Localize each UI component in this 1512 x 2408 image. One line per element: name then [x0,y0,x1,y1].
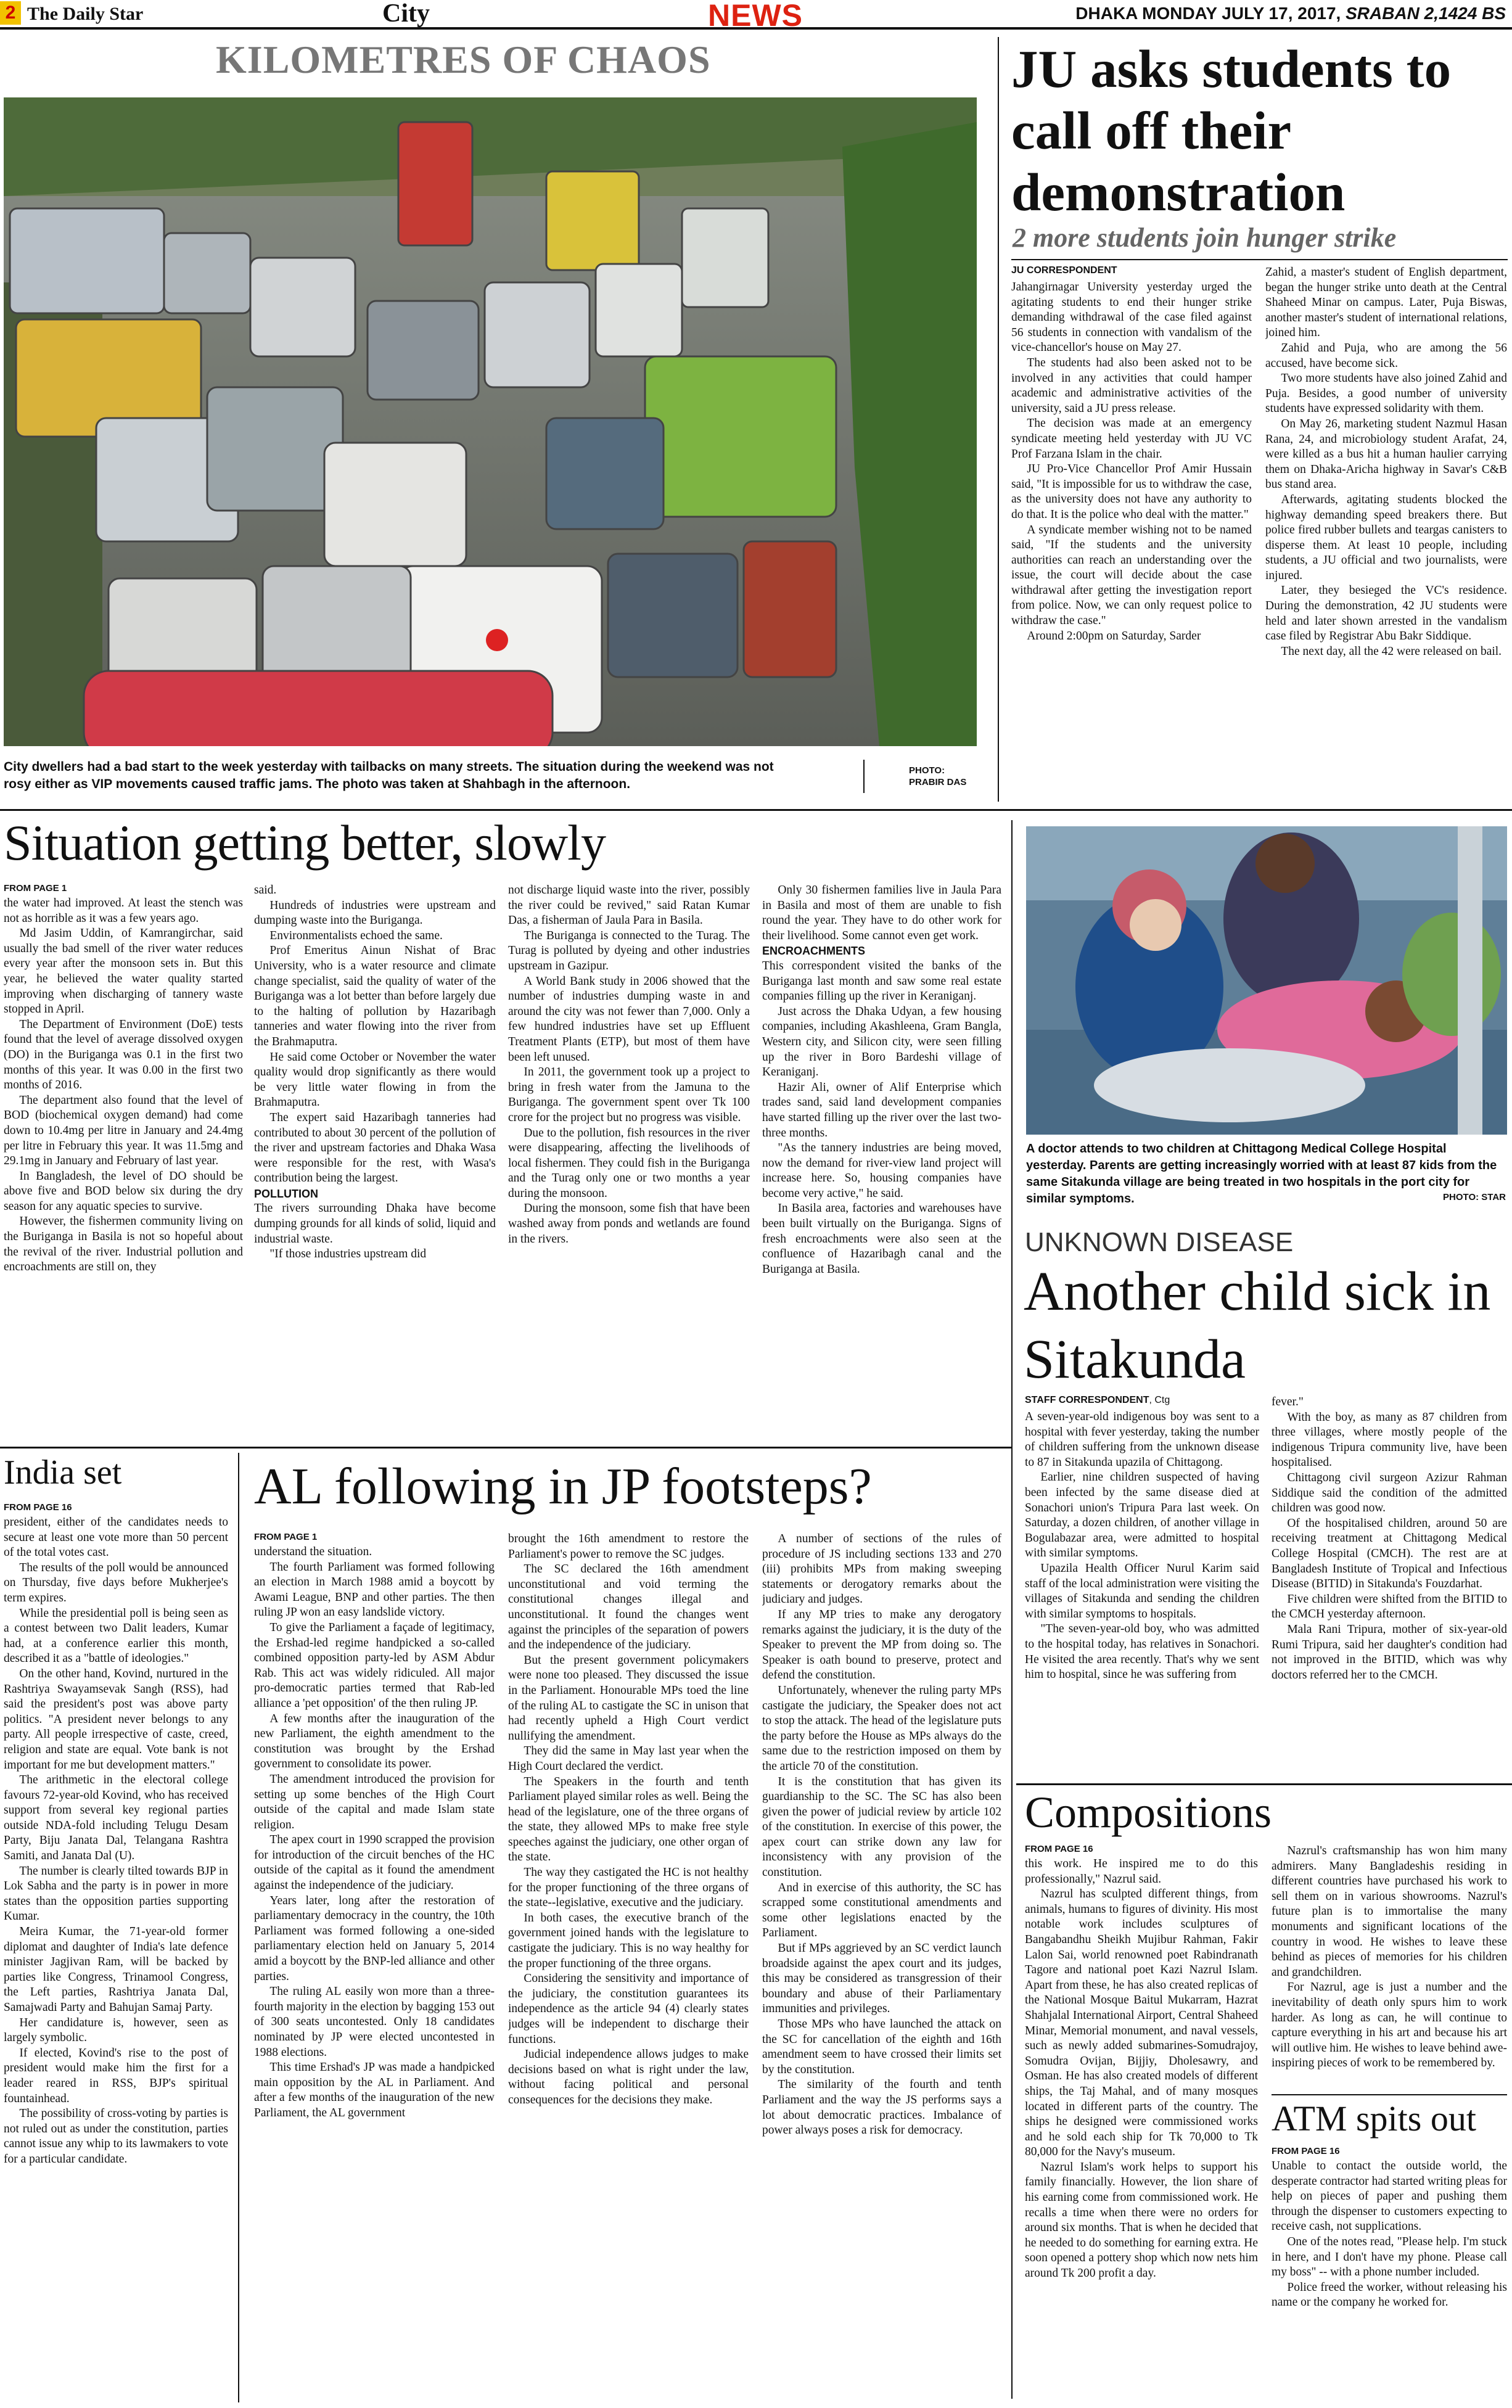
sitakunda-paragraph: With the boy, as many as 87 children from three villages, where mostly people of the indigenous Tripura community live, have been hospitalised. [1272,1410,1507,1469]
india-paragraph: The possibility of cross-voting by parties is not ruled out as under the constitution, parties cannot issue any whip to its lawmakers to vote for a particular candidate. [4,2107,228,2166]
sitakunda-byline [1025,1395,1259,1406]
atm-headline: ATM spits out [1272,2098,1476,2139]
compositions-paragraph: Nazrul has sculpted different things, from animals, humans to figures of divinity. His most notable work includes sculptures of Bangabandhu Sheikh Mujibur Rahman, Fakir Lalon Sai, world renowned poet Rabindranath Tagore and national poet Kazi Nazrul Islam. Apart from these, he has also created replicas of the National Mosque Baitul Mukarram, Hazrat Shahjalal International Airport, Central Shaheed Minar, Memorial monument, and naval vessels, such as newly added submarines-Somudrajoy, Somudra Ovijan, Bijjiy, Dholesawry, and Osman. He has also created models of different ships, the Taj Mahal, and of many mosques located in different parts of the country. The ships he designed were commissioned works and he sold each ship for Tk 70,000 to Tk 80,000 for the Navy's museum. [1025,1888,1258,2159]
ju-subhead-rule [1011,259,1508,260]
page-number: 2 [0,1,21,25]
situation-paragraph: "As the tannery industries are being moved, now the demand for river-view land project will increase here. So, housing companies have become very active," he said. [762,1141,1001,1200]
ju-paragraph: Jahangirnagar University yesterday urged the agitating students to end their hunger strike demanding withdrawal of the case filed against 56 students in connection with vandalism of the vice-chancellor's house on May 27. [1011,281,1252,355]
hospital-photo [1026,826,1507,1135]
compositions-paragraph: Nazrul Islam's work helps to support his family financially. However, the lion share of his earning come from commissioned work. He recalls a time when there were no orders for around six months. That is when he decided that he needed to do something for earning extra. He soon opened a pottery shop which now nets him around Tk 200 profit a day. [1025,2160,1258,2280]
al-paragraph: Those MPs who have launched the attack on the SC for cancellation of the eighth and 16th amendment seem to have crossed their limits set by the constitution. [762,2018,1001,2076]
ju-paragraph: The students had also been asked not to be involved in any activities that could hamper academic and administrative activities of the university, said a JU press release. [1011,356,1252,415]
situation-column-4 [762,883,1001,1441]
sitakunda-kicker: UNKNOWN DISEASE [1025,1227,1294,1257]
situation-paragraph: "If those industries upstream did [269,1247,427,1261]
situation-paragraph: Md Jasim Uddin, of Kamrangirchar, said usually the bad smell of the river water reduces every year after the monsoon sets in. But this year, he believed the water quality started improving when discharging of tannery waste stopped in April. [4,927,243,1016]
al-paragraph: In both cases, the executive branch of the government joined hands with the legislature to castigate the judiciary. This is no way healthy for the proper functioning of the three organs. [508,1911,749,1970]
al-paragraph: If any MP tries to make any derogatory remarks against the judiciary, it is the duty of the Speaker to prevent the MP from doing so. The Speaker is oath bound to preserve, protect and defend the constitution. [762,1608,1001,1682]
news-tag: NEWS [708,0,803,33]
sitakunda-byline-place: , Ctg [1149,1395,1170,1405]
india-paragraph: The number is clearly tilted towards BJP in Lok Sabha and the party is in power in more states than the opposition parties supporting Kumar. [4,1864,228,1923]
al-paragraph: Years later, long after the restoration of parliamentary democracy in the country, the 10th Parliament was formed following a one-sided parliamentary election held on January 5, 2014 amid a boycott by the BNP-led alliance and other parties. [254,1894,495,1983]
al-paragraph: The Speakers in the fourth and tenth Parliament played similar roles as well. Being the head of the legislature, one of the three organs of the state, they allowed MPs to make free style speeches against the judiciary, one other organ of the state. [508,1775,749,1864]
dateline-bangla: SRABAN 2,1424 BS [1346,4,1506,23]
photo-credit [909,765,983,788]
al-paragraph: The way they castigated the HC is not healthy for the proper functioning of the three organs of the state--legislative, executive and the judiciary. [508,1866,749,1910]
al-paragraph: Unfortunately, whenever the ruling party MPs castigate the judiciary, the Speaker does not act to stop the attack. The head of the legislature puts the party before the House as MPs always do the same due to the restriction imposed on them by the article 70 of the constitution. [762,1683,1001,1773]
sitakunda-paragraph: A seven-year-old indigenous boy was sent to a hospital with fever yesterday, taking the number of children suffering from the unknown disease to 87 in Sitakunda upazila of Chittagong. [1025,1410,1259,1469]
al-paragraph: A number of sections of the rules of procedure of JS including sections 133 and 270 (iii) prohibits MPs from making sweeping statements or derogatory remarks about the judiciary and judges. [762,1532,1001,1606]
dateline [1075,4,1506,23]
atm-paragraph: One of the notes read, "Please help. I'm stuck in here, and I don't have my phone. Please call my boss" -- with a phone number included. [1272,2235,1507,2279]
india-headline: India set [4,1453,122,1492]
al-paragraph: brought the 16th amendment to restore the Parliament's power to remove the SC judges. [508,1532,749,1561]
from-page: FROM PAGE 16 [1272,2146,1340,2156]
compositions-headline: Compositions [1025,1788,1272,1837]
ju-paragraph: Zahid, a master's student of English department, began the hunger strike unto death at the Central Shaheed Minar on campus. Later, Puja Biswas, another master's student of international relations, joined him. [1265,266,1507,340]
sitakunda-headline: Another child sick in Sitakunda [1024,1261,1491,1390]
ju-paragraph: On May 26, marketing student Nazmul Hasan Rana, 24, and microbiology student Arafat, 24, were killed as a bus hit a human haulier carrying them on Dhaka-Aricha highway in Savar's C&B bus stand area. [1265,417,1507,491]
al-paragraph: A few months after the inauguration of the new Parliament, the eighth amendment to the constitution was brought by the Ershad government to consolidate its power. [254,1712,495,1771]
al-paragraph: But the present government policymakers were none too pleased. They discussed the issue in the Parliament. Honourable MPs toed the line of the ruling AL to castigate the SC in unison that had recently upheld a High Court verdict nullifying the amendment. [508,1653,749,1743]
ju-column-1 [1011,265,1252,802]
india-paragraph: If elected, Kovind's rise to the post of president would make him the first for a leader reared in RSS, BJP's spiritual fountainhead. [4,2046,228,2105]
situation-paragraph: In Basila area, factories and warehouses have been built virtually on the Buriganga. Signs of fresh encroachments were also seen at the confluence of Hazaribagh canal and the Buriganga at Basila. [762,1202,1001,1276]
situation-column-3 [508,883,750,1441]
al-paragraph: The similarity of the fourth and tenth Parliament and the way the JS performs says a lot about democratic practices. Imbalance of power always poses a risk for democracy. [762,2078,1001,2137]
section-rule [1016,1783,1512,1785]
compositions-column-2 [1272,1844,1507,2090]
situation-subhead: POLLUTION [254,1187,318,1200]
situation-paragraph: Hazir Ali, owner of Alif Enterprise which trades sand, said land development companies have started filling up the river over the last two-three months. [762,1080,1001,1140]
al-paragraph: The amendment introduced the provision for setting up some benches of the High Court outside of the capital and made Islam state religion. [254,1772,495,1831]
ju-subhead: 2 more students join hunger strike [1013,223,1397,253]
dateline-city: DHAKA [1075,4,1143,23]
al-paragraph: The apex court in 1990 scrapped the provision for introduction of the circuit benches of the HC outside of the capital as it found the amendment against the independence of the judiciary. [254,1833,495,1892]
situation-paragraph: The rivers surrounding Dhaka have become dumping grounds for all kinds of solid, liquid and industrial waste. [254,1202,496,1246]
traffic-photo-caption: City dwellers had a bad start to the week yesterday with tailbacks on many streets. The situation during the weekend was not rosy either as VIP movements caused traffic jams. The photo was taken at Shahbagh in the afternoon. [4,760,774,791]
india-column [4,1502,228,2404]
situation-paragraph: The expert said Hazaribagh tanneries had contributed to about 30 percent of the pollution of the river and upstream factories and Dhaka Wasa were responsible for the rest, with Wasa's contribution being the largest. [254,1111,496,1185]
al-paragraph: And in exercise of this authority, the SC has scrapped some constitutional amendments and some other legislations enacted by the Parliament. [762,1881,1001,1940]
situation-paragraph: the water had improved. At least the stench was not as horrible as it was a few years ago. [4,897,243,925]
from-page: FROM PAGE 1 [4,883,67,894]
section-name: City [382,0,430,28]
al-column-1 [254,1532,495,2404]
column-rule [238,1453,239,2402]
ju-paragraph: The next day, all the 42 were released on bail. [1281,644,1502,658]
al-paragraph: Considering the sensitivity and importance of the judiciary, the constitution guarantees its independence as the article 94 (4) clearly states judges will be independent to discharge their functions. [508,1972,749,2046]
situation-paragraph: A World Bank study in 2006 showed that the number of industries dumping waste in and around the city was not fewer than 7,000. Only a few hundred industries have set up Effluent Treatment Plants (ETP), but most of them have been left unused. [508,974,750,1064]
sitakunda-paragraph: Of the hospitalised children, around 50 are receiving treatment at Chittagong Medical College Hospital (CMCH). The rest are at Bangladesh Institute of Tropical and Infectious Disease (BITID) in Sitakunda's Fouzdarhat. [1272,1516,1507,1591]
ju-paragraph: Afterwards, agitating students blocked the highway demanding speed breakers there. But police fired rubber bullets and teargas canisters to disperse them. At least 10 people, including students, a JU official and two journalists, were injured. [1265,493,1507,582]
situation-paragraph: However, the fishermen community living on the Buriganga in Basila is not so hopeful about the revival of the river. Industrial pollution and encroachments are still on, they [4,1215,243,1274]
situation-paragraph: He said come October or November the water quality would drop significantly as there would be very little water flowing in from the Brahmaputra. [254,1050,496,1109]
al-paragraph: But if MPs aggrieved by an SC verdict launch broadside against the apex court and its judges, this may be considered as transgression of their boundary and abuse of their Parliamentary immunities and privileges. [762,1942,1001,2016]
section-rule [0,1447,1011,1448]
section-rule [1272,2094,1507,2095]
al-paragraph: Judicial independence allows judges to make decisions based on what is right under the law, without facing political and personal consequences for the decisions they make. [508,2048,749,2106]
photo-credit-label: PHOTO: [909,765,945,776]
al-paragraph: The fourth Parliament was formed following an election in March 1988 amid a boycott by Awami League, BNP and other parties. The then ruling JP won an easy landslide victory. [254,1560,495,1619]
traffic-jam-photo [4,97,977,746]
al-paragraph: understand the situation. [254,1545,372,1558]
situation-paragraph: During the monsoon, some fish that have been washed away from ponds and wetlands are found in the rivers. [508,1202,750,1246]
al-column-3 [762,1532,1001,2404]
sitakunda-paragraph: fever." [1272,1395,1304,1408]
atm-paragraph: Unable to contact the outside world, the desperate contractor had started writing pleas for help on pieces of paper and pushing them through the dispenser to customers expecting to receive cash, not supplications. [1272,2159,1507,2233]
compositions-paragraph: this work. He inspired me to do this professionally," Nazrul said. [1025,1857,1258,1886]
al-paragraph: To give the Parliament a façade of legitimacy, the Ershad-led regime handpicked a so-called combined opposition party-led by ASM Abdur Rab. This act was widely ridiculed. All major pro-democratic parties termed that Rab-led alliance a 'pet opposition' of the then ruling JP. [254,1621,495,1710]
al-paragraph: The ruling AL easily won more than a three-fourth majority in the election by bagging 153 out of 300 seats uncontested. Only 18 candidates nominated by JP were elected uncontested in 1988 elections. [254,1985,495,2059]
situation-column-1 [4,883,243,1441]
ju-byline: JU CORRESPONDENT [1011,265,1117,276]
compositions-paragraph: For Nazrul, age is just a number and the inevitability of death only spurs him to work harder. As long as can, he will continue to capture everything in his art and because his art will outlive him. He wishes to leave behind awe-inspiring pieces of work to be remembered by. [1272,1981,1507,2070]
sitakunda-paragraph: Upazila Health Officer Nurul Karim said staff of the local administration were visiting the villages of Sitakunda and sending the children with similar symptoms to hospitals. [1025,1561,1259,1621]
al-headline: AL following in JP footsteps? [254,1458,872,1515]
caption-divider [863,760,865,793]
situation-paragraph: Environmentalists echoed the same. [269,929,443,942]
situation-paragraph: The Department of Environment (DoE) tests found that the level of average dissolved oxygen (DO) in the Buriganga was 0.1 in the first two months of this year. It was 0.00 in the first two months of 2016. [4,1017,243,1092]
hospital-photo-credit: PHOTO: STAR [1443,1192,1506,1202]
situation-paragraph: This correspondent visited the banks of the Buriganga last month and saw some real estate companies filling up the river in Keraniganj. [762,959,1001,1003]
sitakunda-paragraph: "The seven-year-old boy, who was admitted to the hospital today, has relatives in Sonachori. He visited the area recently. That's why we sent him to hospital, since he was suffering from [1025,1622,1259,1682]
situation-subhead: ENCROACHMENTS [762,945,866,958]
ju-paragraph: Zahid and Puja, who are among the 56 accused, have become sick. [1265,341,1507,370]
india-paragraph: While the presidential poll is being seen as a contest between two Dalit leaders, Kumar had, at a conference earlier this month, described it as a "battle of ideologies." [4,1606,228,1666]
compositions-paragraph: Nazrul's craftsmanship has won him many admirers. Many Bangladeshis residing in different countries have purchased his work to sell them on in various showrooms. Nazrul's future plan is to immortalise the many monuments and significant locations of the country in wood. He wishes to leave these behind as pieces of memories for his children and grandchildren. [1272,1844,1507,1979]
ju-paragraph: Around 2:00pm on Saturday, Sarder [1027,629,1201,643]
hospital-photo-illustration [1026,826,1507,1135]
from-page: FROM PAGE 16 [4,1502,72,1513]
al-paragraph: They did the same in May last year when the High Court declared the verdict. [508,1744,749,1773]
ju-paragraph: The decision was made at an emergency syndicate meeting held yesterday with JU VC Prof Farzana Islam in the chair. [1011,417,1252,461]
situation-headline: Situation getting better, slowly [4,815,606,871]
india-paragraph: The arithmetic in the electoral college favours 72-year-old Kovind, who has received support from several key regional parties outside NDA-fold including Telugu Desam Party, Biju Janata Dal, Telangana Rashtra Samiti, and Janata Dal (U). [4,1773,228,1863]
situation-paragraph: Only 30 fishermen families live in Jaula Para in Basila and most of them are unable to fish round the year. They have to do other work for their livelihood. Some cannot even get work. [762,884,1001,942]
compositions-column-1 [1025,1844,1258,2404]
sitakunda-paragraph: Mala Rani Tripura, mother of six-year-old Rumi Tripura, said her daughter's condition had not improved in the BITID, which was why doctors referred her to the CMCH. [1272,1622,1507,1682]
ju-column-2 [1265,265,1507,802]
situation-paragraph: Hundreds of industries were upstream and dumping waste into the Buriganga. [254,898,496,927]
situation-paragraph: In 2011, the government took up a project to bring in fresh water from the Jamuna to the Buriganga. The government spent over Tk 100 crore for the project but no progress was visible. [508,1066,750,1124]
column-rule [1011,820,1013,2399]
dateline-date: MONDAY JULY 17, 2017, [1142,4,1346,23]
ju-headline: JU asks students to call off their demonstration [1011,39,1452,222]
sitakunda-paragraph: Chittagong civil surgeon Azizur Rahman Siddique said the condition of the admitted children was good now. [1272,1471,1507,1515]
al-paragraph: This time Ershad's JP was made a handpicked main opposition by the AL in Parliament. And after a few months of the inauguration of the new Parliament, the AL government [254,2061,495,2119]
ju-paragraph: Two more students have also joined Zahid and Puja. Besides, a good number of university students have expressed solidarity with them. [1265,372,1507,416]
situation-paragraph: Due to the pollution, fish resources in the river were disappearing, affecting the livelihoods of local fishermen. They could fish in the Buriganga and the Turag only one or two months a year during the monsoon. [508,1126,750,1200]
ju-paragraph: A syndicate member wishing not to be named said, "If the students and the university authorities can reach an understanding over the issue, the court will decide about the case withdrawal after getting the investigation report from police. Now, we can only request police to withdraw the case." [1011,523,1252,628]
sitakunda-column-1 [1025,1395,1259,1778]
india-paragraph: Meira Kumar, the 71-year-old former diplomat and daughter of India's late defence minister Jagjivan Ram, will be backed by parties like Congress, Trinamool Congress, the Left parties, Rashtriya Janata Dal, Samajwadi Party and Bahujan Samaj Party. [4,1925,228,2014]
hospital-photo-caption: A doctor attends to two children at Chittagong Medical College Hospital yesterday. Parents are getting increasingly worried with at least 87 kids from the same Sitakunda village are being treated in two hospitals in the port city for similar symptoms. [1026,1142,1497,1206]
column-rule [998,37,999,802]
chaos-title: KILOMETRES OF CHAOS [216,38,711,81]
situation-paragraph: The department also found that the level of BOD (biochemical oxygen demand) had come down to 10.4mg per litre in January and 24.4mg per litre in February this year. It was 11.5mg and 29.1mg in January and February of last year. [4,1093,243,1168]
india-paragraph: president, either of the candidates needs to secure at least one vote more than 50 percent of the total votes cast. [4,1516,228,1559]
india-paragraph: Her candidature is, however, seen as largely symbolic. [4,2016,228,2045]
sitakunda-byline-name: STAFF CORRESPONDENT [1025,1395,1149,1405]
atm-column [1272,2146,1507,2404]
situation-paragraph: Just across the Dhaka Udyan, a few housing companies, including Akashleena, Gram Bangla, Western city, and Silicon city, were seen filling up the river in Boro Bardeshi village of Keraniganj. [762,1005,1001,1079]
from-page: FROM PAGE 16 [1025,1844,1093,1854]
al-paragraph: It is the constitution that has given its guardianship to the SC. The SC has also been given the power of judicial review by article 102 of the constitution. In exercise of this power, the apex court can strike down any law for inconsistency with any provision of the constitution. [762,1775,1001,1880]
ju-paragraph: JU Pro-Vice Chancellor Prof Amir Hussain said, "It is impossible for us to withdraw the case, as the university does not have any authority to do that. It is the police who deal with the matter." [1011,462,1252,521]
section-rule [0,809,1512,811]
situation-paragraph: not discharge liquid waste into the river, possibly the river could be revived," said Ratan Kumar Das, a fisherman of Jaula Para in Basila. [508,884,750,927]
al-paragraph: The SC declared the 16th amendment unconstitutional and void terming the constitutional changes illegal and unconstitutional. It found the changes went against the principles of the separation of powers and the independence of the judiciary. [508,1563,749,1652]
india-paragraph: The results of the poll would be announced on Thursday, five days before Mukherjee's term expires. [4,1561,228,1605]
sitakunda-paragraph: Earlier, nine children suspected of having been infected by the same disease died at Sonachori union's Tripura Para last week. On Saturday, a dozen children, of another village in Bogulabazar area, were admitted to hospital with similar symptoms. [1025,1471,1259,1560]
masthead: The Daily Star [27,4,144,24]
situation-paragraph: said. [254,884,277,897]
situation-paragraph: Prof Emeritus Ainun Nishat of Brac University, who is a water resource and climate change specialist, said the quality of water of the Buriganga was a lot better than before largely due to the halting of pollution by Hazaribagh tanneries and water flowing into the river from the Brahmaputra. [254,944,496,1048]
sitakunda-column-2 [1272,1395,1507,1778]
from-page: FROM PAGE 1 [254,1532,318,1542]
india-paragraph: On the other hand, Kovind, nurtured in the Rashtriya Swayamsevak Sangh (RSS), had said the president's post was above party politics. "A president never belongs to any party. All people irrespective of caste, creed, religion and state are equal. Vote bank is not important for me but development matters." [4,1667,228,1772]
situation-column-2 [254,883,496,1441]
situation-paragraph: The Buriganga is connected to the Turag. The Turag is polluted by dyeing and other industries upstream in Gazipur. [508,929,750,972]
sitakunda-paragraph: Five children were shifted from the BITID to the CMCH yesterday afternoon. [1272,1592,1507,1621]
page-header [0,0,1512,33]
situation-paragraph: In Bangladesh, the level of DO should be above five and BOD below six during the dry season for any aquatic species to survive. [4,1169,243,1213]
traffic-photo-illustration [4,97,977,746]
atm-paragraph: Police freed the worker, without releasing his name or the company he worked for. [1272,2280,1507,2309]
al-column-2 [508,1532,749,2404]
ju-paragraph: Later, they besieged the VC's residence. During the demonstration, 42 JU students were held and later shown arrested in the vandalism case filed by Registrar Abu Bakr Siddique. [1265,584,1507,643]
photo-credit-name: PRABIR DAS [909,777,967,787]
